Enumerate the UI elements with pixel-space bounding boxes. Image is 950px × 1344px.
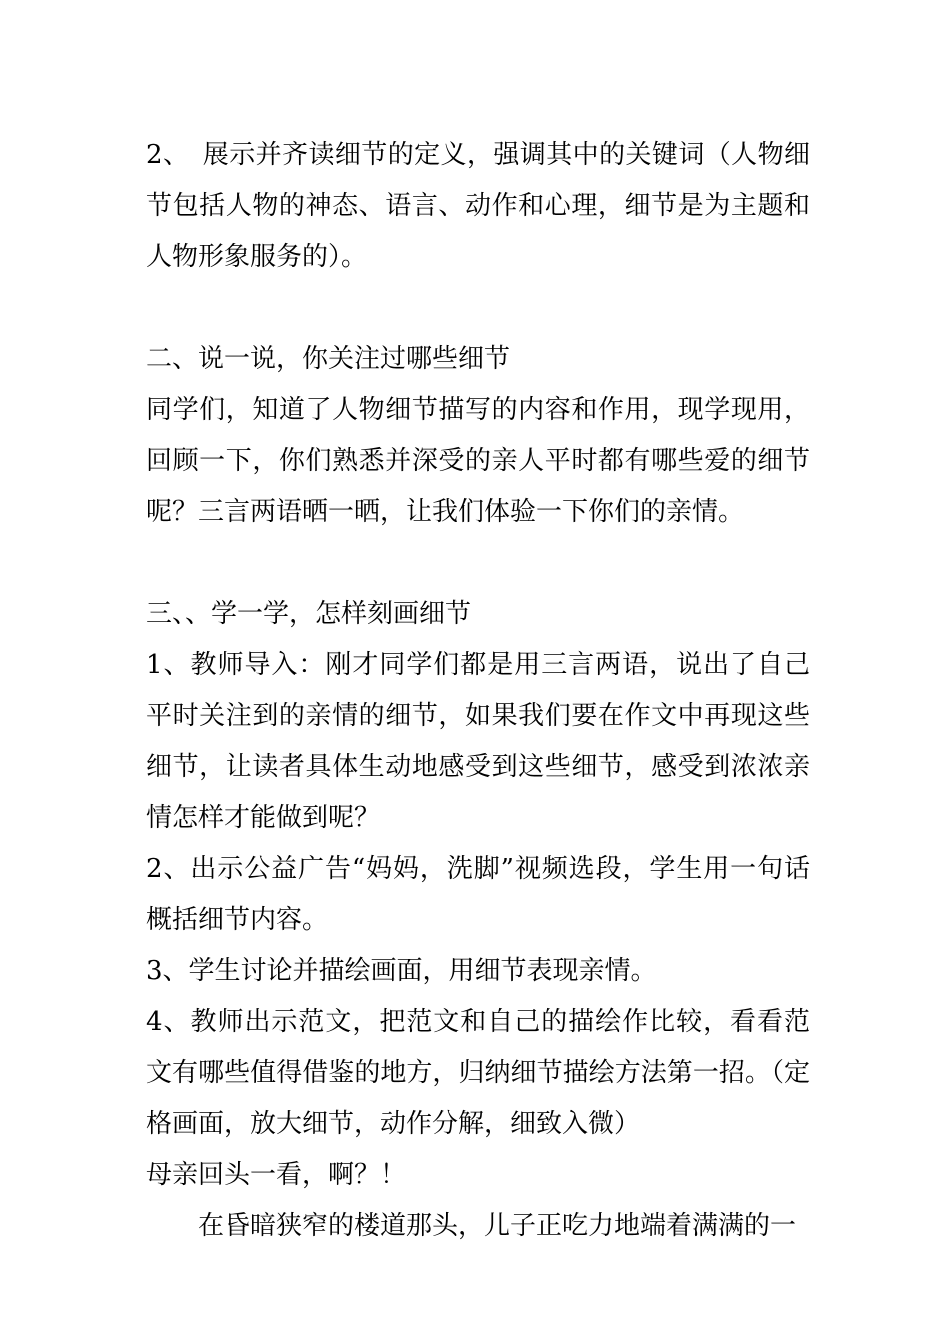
blank-line [146,538,810,589]
paragraph-quote: 母亲回头一看，啊？！ [146,1160,407,1190]
paragraph-intro: 1、教师导入：刚才同学们都是用三言两语，说出了自己平时关注到的亲情的细节，如果我们要在作文中再现这些细节，让读者具体生动地感受到这些细节，感受到浓浓亲情怎样才能做到呢？ [146,650,810,833]
paragraph-story: 在昏暗狭窄的楼道那头，儿子正吃力地端着满满的一 [198,1211,797,1241]
paragraph-discuss: 3、学生讨论并描绘画面，用细节表现亲情。 [146,956,657,986]
paragraph-video: 2、出示公益广告“妈妈，洗脚”视频选段，学生用一句话概括细节内容。 [146,854,810,935]
paragraph-definition: 2、 展示并齐读细节的定义，强调其中的关键词（人物细节包括人物的神态、语言、动作和心理，细节是为主题和人物形象服务的）。 [146,140,810,272]
section-heading-3: 三、、学一学，怎样刻画细节 [146,599,472,629]
document-body [146,130,810,1252]
section-heading-2: 二、说一说，你关注过哪些细节 [146,344,511,374]
blank-line [146,283,810,334]
paragraph-sample: 4、教师出示范文，把范文和自己的描绘作比较，看看范文有哪些值得借鉴的地方，归纳细节描绘方法第一招。（定格画面，放大细节，动作分解，细致入微） [146,1007,810,1139]
paragraph-discussion: 同学们，知道了人物细节描写的内容和作用，现学现用，回顾一下，你们熟悉并深受的亲人平时都有哪些爱的细节呢？三言两语晒一晒，让我们体验一下你们的亲情。 [146,395,810,527]
